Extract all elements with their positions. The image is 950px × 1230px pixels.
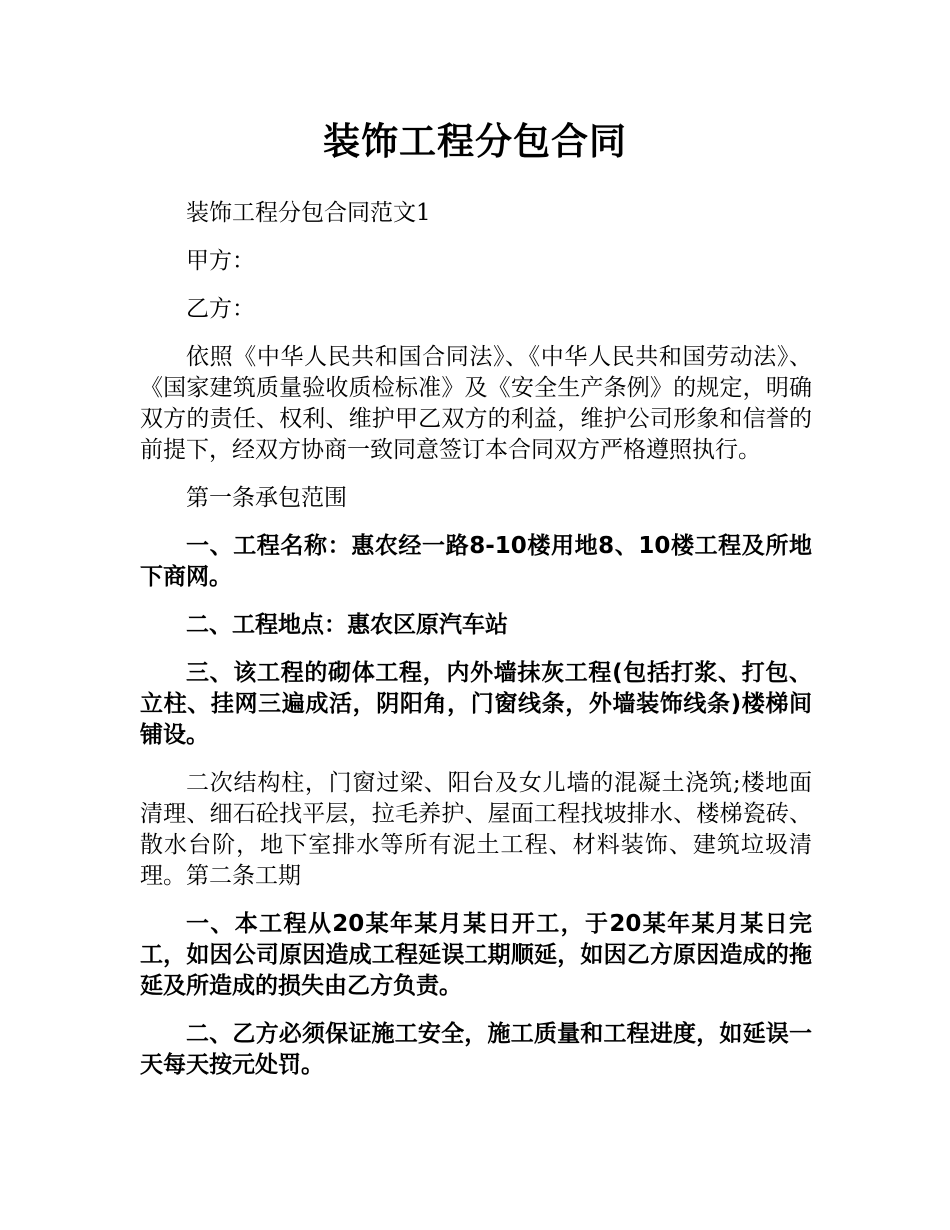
paragraph-party-a: 甲方： [186, 248, 255, 274]
paragraph-project-location: 二、工程地点：惠农区原汽车站 [186, 612, 508, 638]
paragraph-safety-penalty: 二、乙方必须保证施工安全，施工质量和工程进度，如延误一天每天按元处罚。 [140, 1021, 812, 1078]
paragraph-party-b: 乙方： [186, 296, 255, 322]
paragraph-project-name: 一、工程名称：惠农经一路8-10楼用地8、10楼工程及所地下商网。 [140, 533, 812, 590]
document-title: 装饰工程分包合同 [323, 120, 627, 163]
document-body [140, 198, 812, 1098]
paragraph-article-1-heading: 第一条承包范围 [186, 485, 347, 511]
paragraph-secondary-structure: 二次结构柱，门窗过梁、阳台及女儿墙的混凝土浇筑;楼地面清理、细石砼找平层，拉毛养护、屋面工程找坡排水、楼梯瓷砖、散水台阶，地下室排水等所有泥土工程、材料装饰、建筑垃圾清理。第二条工期 [140, 770, 812, 889]
paragraph-sample-heading: 装饰工程分包合同范文1 [186, 200, 431, 226]
paragraph-schedule: 一、本工程从20某年某月某日开工，于20某年某月某日完工，如因公司原因造成工程延误工期顺延，如因乙方原因造成的拖延及所造成的损失由乙方负责。 [140, 911, 812, 999]
paragraph-preamble: 依照《中华人民共和国合同法》、《中华人民共和国劳动法》、《国家建筑质量验收质检标准》及《安全生产条例》的规定，明确双方的责任、权利、维护甲乙双方的利益，维护公司形象和信誉的前提下，经双方协商一致同意签订本合同双方严格遵照执行。 [140, 344, 812, 463]
paragraph-project-scope: 三、该工程的砌体工程，内外墙抹灰工程(包括打浆、打包、立柱、挂网三遍成活，阴阳角，门窗线条，外墙装饰线条)楼梯间铺设。 [140, 660, 812, 748]
